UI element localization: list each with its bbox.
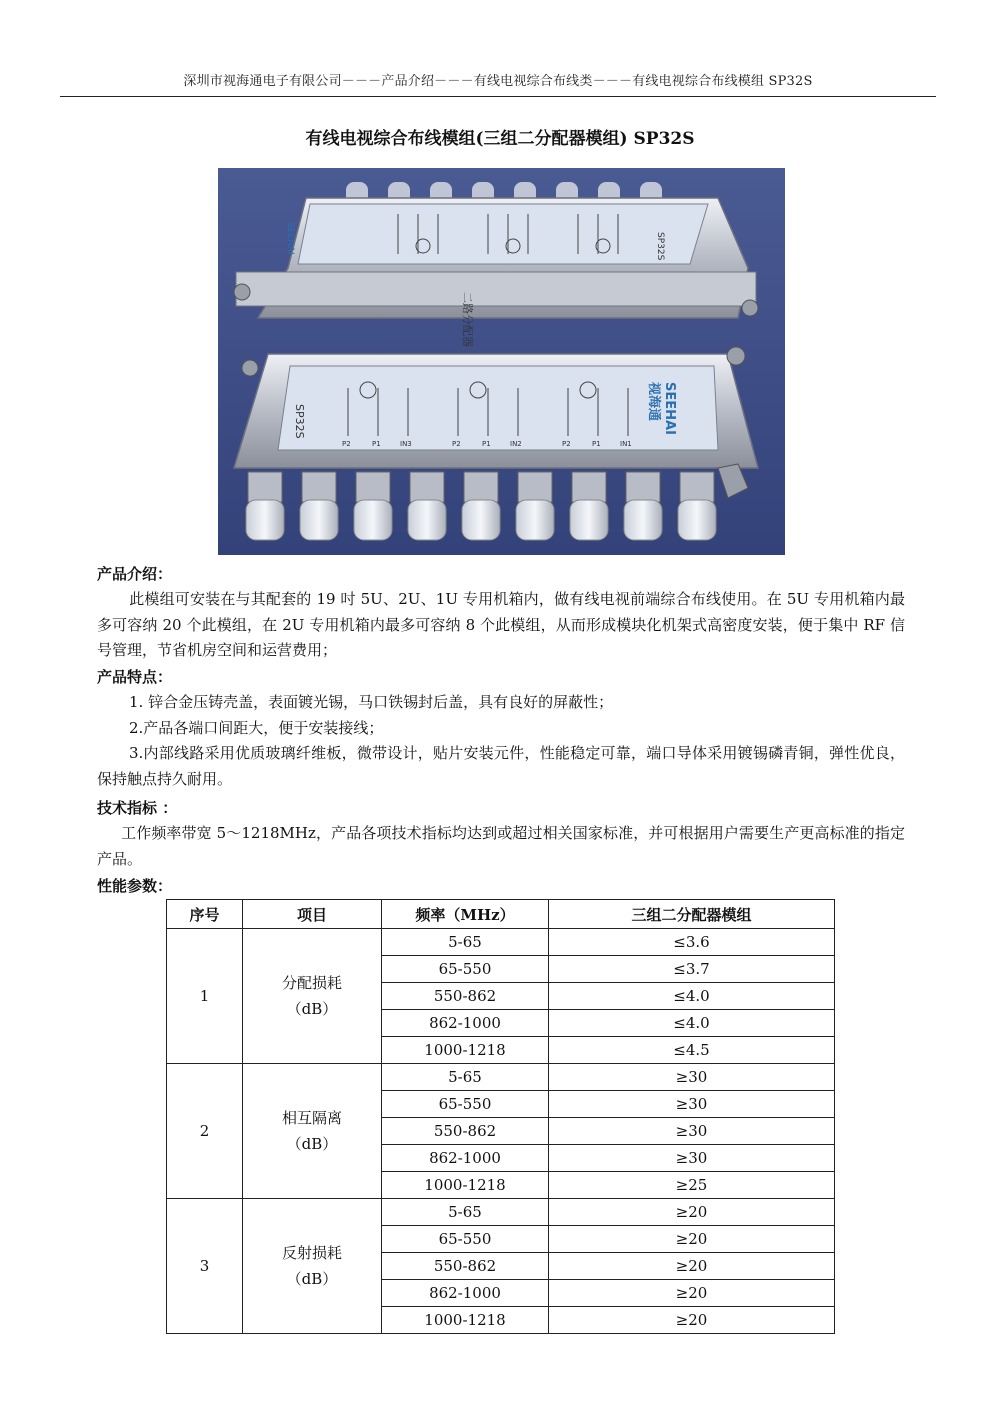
- photo-port-label: P1: [482, 440, 491, 448]
- freq-cell: 862-1000: [382, 1280, 549, 1307]
- freq-cell: 65-550: [382, 1226, 549, 1253]
- freq-cell: 5-65: [382, 1064, 549, 1091]
- product-photo: [218, 168, 785, 555]
- feature-list: [97, 690, 905, 792]
- value-cell: ≤4.0: [549, 1010, 835, 1037]
- spec-table: [166, 899, 835, 1334]
- photo-brand-cn: 视海通: [646, 382, 661, 422]
- value-cell: ≤4.0: [549, 983, 835, 1010]
- header-no: 序号: [167, 900, 243, 929]
- freq-cell: 65-550: [382, 956, 549, 983]
- photo-port-label: P1: [372, 440, 381, 448]
- value-cell: ≤3.7: [549, 956, 835, 983]
- tech-heading: 技术指标 ：: [97, 799, 178, 817]
- photo-port-label: P1: [592, 440, 601, 448]
- perf-heading: 性能参数：: [97, 877, 173, 895]
- item-name: 反射损耗: [281, 1244, 342, 1262]
- document-title: 有线电视综合布线模组(三组二分配器模组) SP32S: [305, 129, 695, 149]
- value-cell: ≤3.6: [549, 929, 835, 956]
- group-item: [243, 1199, 382, 1334]
- value-cell: ≥25: [549, 1172, 835, 1199]
- freq-cell: 1000-1218: [382, 1172, 549, 1199]
- value-cell: ≤4.5: [549, 1037, 835, 1064]
- table-row: [167, 1064, 835, 1091]
- value-cell: ≥30: [549, 1145, 835, 1172]
- freq-cell: 5-65: [382, 1199, 549, 1226]
- product-photo-illustration: [218, 168, 785, 555]
- header-freq: 频率（MHz）: [382, 900, 549, 929]
- value-cell: ≥20: [549, 1253, 835, 1280]
- item-unit: （dB）: [286, 1270, 338, 1288]
- tech-paragraph: [97, 821, 905, 872]
- photo-port-label: IN2: [510, 440, 522, 448]
- freq-cell: 1000-1218: [382, 1307, 549, 1334]
- feature-item-2: 2.产品各端口间距大，便于安装接线；: [129, 718, 384, 737]
- group-item: [243, 1064, 382, 1199]
- header-item: 项目: [243, 900, 382, 929]
- intro-paragraph: [97, 587, 905, 664]
- item-name: 相互隔离: [281, 1109, 342, 1127]
- freq-cell: 862-1000: [382, 1145, 549, 1172]
- freq-cell: 550-862: [382, 1253, 549, 1280]
- feature-item-3: 3.内部线路采用优质玻璃纤维板，微带设计，贴片安装元件，性能稳定可靠，端口导体采用镀锡磷青铜，弹性优良，保持触点持久耐用。: [97, 744, 905, 788]
- freq-cell: 550-862: [382, 1118, 549, 1145]
- freq-cell: 550-862: [382, 983, 549, 1010]
- group-number: 1: [167, 929, 243, 1064]
- photo-port-label: P2: [342, 440, 351, 448]
- features-heading: 产品特点：: [97, 668, 173, 686]
- item-name: 分配损耗: [281, 974, 342, 992]
- header-value: 三组二分配器模组: [549, 900, 835, 929]
- header-divider: [60, 96, 936, 97]
- photo-port-label: P2: [562, 440, 571, 448]
- group-item: [243, 929, 382, 1064]
- value-cell: ≥20: [549, 1226, 835, 1253]
- photo-side-label: 二路分配器: [461, 292, 474, 347]
- freq-cell: 1000-1218: [382, 1037, 549, 1064]
- group-number: 3: [167, 1199, 243, 1334]
- photo-port-label: P2: [452, 440, 461, 448]
- freq-cell: 65-550: [382, 1091, 549, 1118]
- freq-cell: 5-65: [382, 929, 549, 956]
- value-cell: ≥20: [549, 1199, 835, 1226]
- page-header-breadcrumb: 深圳市视海通电子有限公司－－－产品介绍－－－有线电视综合布线类－－－有线电视综合布线模组 SP32S: [183, 74, 813, 89]
- intro-heading: 产品介绍：: [97, 565, 173, 583]
- feature-item-1: 1. 锌合金压铸壳盖，表面镀光锡，马口铁锡封后盖，具有良好的屏蔽性；: [129, 693, 614, 711]
- intro-text: 此模组可安装在与其配套的 19 吋 5U、2U、1U 专用机箱内，做有线电视前端综合布线使用。在 5U 专用机箱内最多可容纳 20 个此模组，在 2U 专用机箱内最多可容纳 8 个此模组，从而形成模块化机架式高密度安装，便于集中 RF 信号管理，节省机房空间和运营费用；: [97, 590, 905, 659]
- value-cell: ≥20: [549, 1307, 835, 1334]
- group-number: 2: [167, 1064, 243, 1199]
- value-cell: ≥30: [549, 1064, 835, 1091]
- tech-text: 工作频率带宽 5～1218MHz，产品各项技术指标均达到或超过相关国家标准，并可根据用户需要生产更高标准的指定产品。: [97, 824, 905, 868]
- item-unit: （dB）: [286, 1135, 338, 1153]
- photo-brand-en: SEEHAI: [662, 382, 677, 435]
- value-cell: ≥30: [549, 1091, 835, 1118]
- photo-model-top: SP32S: [655, 232, 665, 261]
- table-header-row: [167, 900, 835, 929]
- table-row: [167, 929, 835, 956]
- table-row: [167, 1199, 835, 1226]
- photo-port-label: IN1: [620, 440, 632, 448]
- photo-port-label: IN3: [400, 440, 412, 448]
- freq-cell: 862-1000: [382, 1010, 549, 1037]
- item-unit: （dB）: [286, 1000, 338, 1018]
- value-cell: ≥30: [549, 1118, 835, 1145]
- value-cell: ≥20: [549, 1280, 835, 1307]
- photo-brand-top: SEEHAI: [285, 222, 295, 255]
- photo-model-bottom: SP32S: [293, 404, 306, 439]
